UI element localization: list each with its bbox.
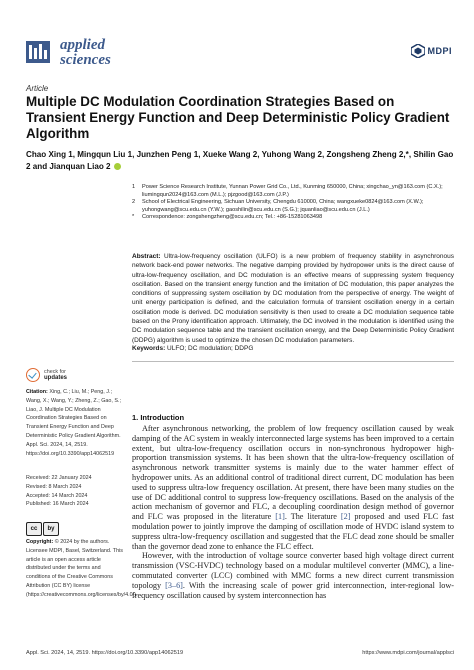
keywords-label: Keywords: — [132, 345, 166, 352]
cc-icon: cc — [26, 522, 42, 536]
reference-link[interactable]: [1] — [275, 512, 285, 522]
footer-journal-link[interactable]: https://www.mdpi.com/journal/applsci — [362, 650, 454, 656]
affiliations — [132, 184, 452, 222]
received-date: Received: 22 January 2024 — [26, 475, 92, 481]
keywords-text: ULFO; DC modulation; DDPG — [167, 345, 254, 352]
keywords — [132, 344, 454, 353]
revised-date: Revised: 8 March 2024 — [26, 483, 82, 490]
updates-line2: updates — [44, 375, 68, 381]
article-type: Article — [26, 84, 49, 93]
affiliation-item — [132, 184, 452, 199]
journal-name-line1: applied — [60, 37, 105, 53]
journal-name-line2: sciences — [60, 52, 111, 68]
orcid-icon[interactable] — [114, 163, 121, 170]
abstract — [132, 252, 454, 345]
publisher-name: MDPI — [427, 46, 452, 56]
intro-text: . The literature — [284, 512, 341, 522]
intro-paragraph — [132, 551, 454, 600]
affiliation-item — [132, 199, 452, 214]
section-divider — [132, 361, 454, 362]
mdpi-logo-icon — [411, 44, 425, 58]
publisher-logo[interactable] — [411, 44, 453, 58]
citation-block — [26, 388, 124, 458]
published-date: Published: 16 March 2024 — [26, 501, 89, 508]
by-icon: by — [43, 522, 59, 536]
check-for-updates-button[interactable] — [26, 368, 67, 382]
check-updates-icon — [26, 368, 40, 382]
journal-name[interactable] — [60, 38, 111, 68]
intro-text: However, with the introduction of voltage source converter based high voltage direct current transmission (VSC-HVDC) technology based on a modular multilevel converter (MMC), a line-commutated converter (LCC) combined with MMC forms a new direct current transmission topology — [132, 551, 454, 590]
footer-citation[interactable]: Appl. Sci. 2024, 14, 2519. https://doi.org/10.3390/app14062519 — [26, 650, 184, 656]
affiliation-text: Correspondence: zongshengzheng@scu.edu.cn; Tel.: +86-15281063498 — [142, 214, 323, 221]
affiliation-number: 1 — [132, 184, 136, 190]
introduction-body — [132, 424, 454, 600]
dates-block — [26, 474, 124, 509]
citation-text[interactable]: Xing, C.; Liu, M.; Peng, J.; Wang, X.; Wang, Y.; Zheng, Z.; Gao, S.; Liao, J. Multiple DC Modulation Coordination Strategies Based on Transient Energy Function and Deep Deterministic Policy Gradient Algorithm. Appl. Sci. 2024, 14, 2519. https://doi.org/10.3390/app14062519 — [26, 389, 121, 457]
copyright-label: Copyright: — [26, 539, 54, 545]
updates-line1: check for — [44, 369, 66, 375]
reference-link[interactable]: [2] — [340, 512, 351, 522]
abstract-text: Ultra-low-frequency oscillation (ULFO) is a new problem of frequency stability in asynchronous network back-end power networks. The negative damping provided by hydropower units is the direct cause of ultra-low-frequency oscillation, and DC modulation is an effective means of suppressing system frequency oscillation. Based on the transient energy function and the limitation of DC modulation, this paper analyzes the conditions of suppressing system oscillation by DC modulation from the perspective of energy. The weight of unit energy participation is defined, and the calculation formula of transient oscillation energy in a certain oscillation mode is derived. DC modulation sensitivity is then used to create a DC modulation sequence table based on the Prony identification approach. Ultimately, the DC involved in the modulation is identified using the DC modulation sequence table and the transient oscillation energy, and the Deep Deterministic Policy Gradient (DDPG) algorithm is used to optimize the chosen DC modulation parameters. — [132, 253, 454, 344]
accepted-date: Accepted: 14 March 2024 — [26, 492, 88, 499]
affiliation-number: 2 — [132, 199, 136, 206]
intro-text: . With the increasing scale of power grid interconnection, inter-regional low-frequency oscillation caused by system interconnection has — [132, 580, 454, 600]
affiliation-number: * — [132, 214, 135, 221]
copyright-text: © 2024 by the authors. Licensee MDPI, Basel, Switzerland. This article is an open access article distributed under the terms and conditions of the Creative Commons Attribution (CC BY) license (https://creativecommons.org/licenses/by/4.0/). — [26, 539, 138, 598]
cc-license-badge[interactable] — [26, 522, 59, 536]
affiliation-item — [132, 214, 452, 222]
article-title: Multiple DC Modulation Coordination Strategies Based on Transient Energy Function and Deep Deterministic Policy Gradient Algorithm — [26, 94, 450, 141]
copyright-block — [26, 538, 138, 600]
applied-sciences-logo-icon — [26, 41, 50, 63]
affiliation-text: School of Electrical Engineering, Sichuan University, Chengdu 610000, China; wangxueke0824@163.com (X.W.); yuhongwang@scu.edu.cn (Y.W.); gaoshilin@scu.edu.cn (S.G.); jquanliao@scu.edu.cn (J.L.) — [142, 199, 424, 213]
citation-label: Citation: — [26, 389, 48, 395]
abstract-label: Abstract: — [132, 253, 161, 260]
intro-text: proposed and used FLC fast modulation power to jointly improve the damping of oscillation mode of HVDC island system to suppress ultra-low-frequency oscillation and suggested that the FLC dead zone should be smaller than the governor dead zone to enhance the FLC effect. — [132, 512, 454, 551]
affiliation-text: Power Science Research Institute, Yunnan Power Grid Co., Ltd., Kunming 650000, China; xingchao_yn@163.com (C.X.); liumingqun2024@163.com (M.L.); pjzgood@163.com (J.P.) — [142, 184, 443, 198]
reference-link[interactable]: [3–6] — [165, 580, 183, 590]
author-names: Chao Xing 1, Mingqun Liu 1, Junzhen Peng 1, Xueke Wang 2, Yuhong Wang 2, Zongsheng Zheng 2,*, Shilin Gao 2 and Jianquan Liao 2 — [26, 150, 454, 171]
intro-paragraph — [132, 424, 454, 551]
section-heading: 1. Introduction — [132, 413, 185, 422]
page-footer — [26, 650, 454, 656]
author-list — [26, 149, 458, 173]
intro-text: After asynchronous networking, the problem of low frequency oscillation caused by weak damping of the AC system in weakly interconnected large systems has been improved to a certain extent, but ultra-low-frequency oscillation occurs in non-synchronous hydropower high-proportion transmission systems. It has been shown that the ultra-low-frequency oscillation of asynchronous network transmitter systems is mainly due to the water hammer effect of hydropower units. As an additional control of traditional direct current, DC modulation has been used to suppress ultra-low frequency oscillation. At present, there have been many studies on the use of DC additional control to suppress low-frequency oscillations. Based on the analysis of the action mechanism of governor and FLC, a decoupling coordination design method of governor and FLC was proposed in the literature — [132, 424, 454, 522]
